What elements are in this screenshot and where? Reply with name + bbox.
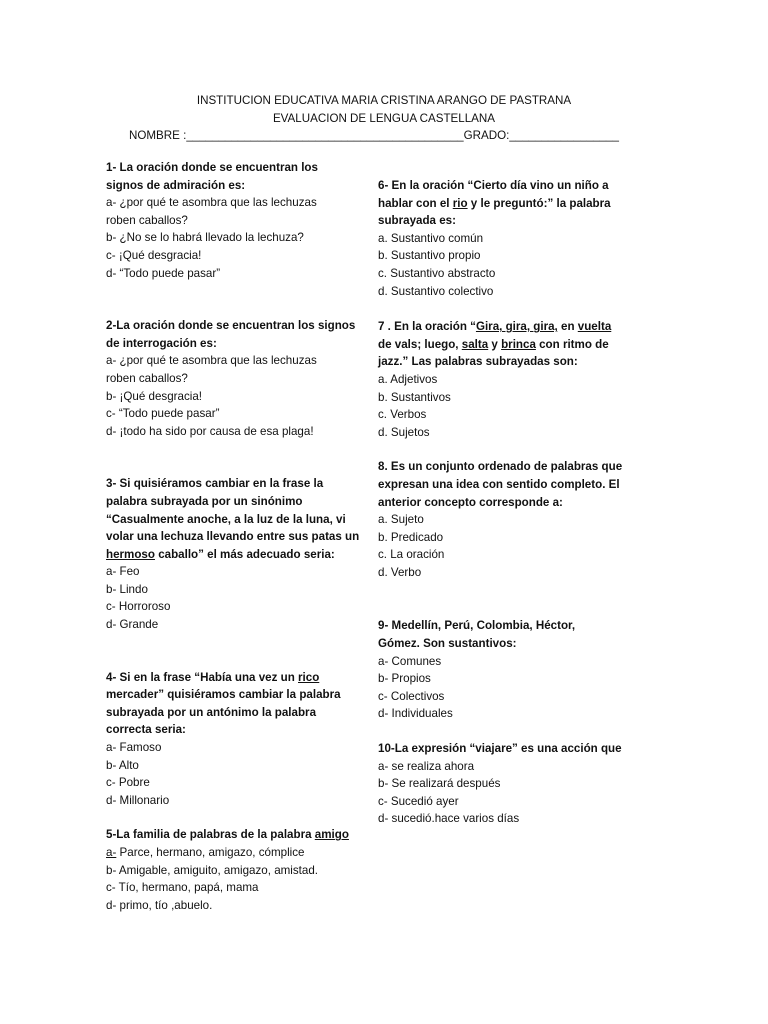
answer-option: [106, 844, 391, 862]
question-stem-line: [378, 318, 663, 336]
question-stem-line: 10-La expresión “viajare” es una acción que: [378, 742, 622, 756]
answer-option: b- Propios: [378, 672, 431, 686]
answer-option: b. Sustantivo propio: [378, 249, 481, 263]
stem-text: 7 . En la oración “: [378, 320, 476, 334]
underlined-word: rio: [452, 196, 468, 210]
question-1: [106, 159, 391, 282]
answer-option: a- se realiza ahora: [378, 759, 475, 773]
stem-text: de vals; luego,: [378, 337, 462, 351]
question-stem-line: [106, 826, 391, 844]
question-stem-line: 8. Es un conjunto ordenado de palabras que: [378, 460, 623, 474]
answer-option: b- Alto: [106, 758, 139, 772]
question-stem-line: [106, 546, 391, 564]
question-2: [106, 317, 391, 440]
answer-option: c- Tío, hermano, papá, mama: [106, 881, 259, 895]
question-9: [378, 617, 663, 723]
answer-option: d- ¡todo ha sido por causa de esa plaga!: [106, 424, 314, 438]
question-stem-line: subrayada es:: [378, 214, 456, 228]
question-stem-line: 1- La oración donde se encuentran los: [106, 161, 318, 174]
answer-option: roben caballos?: [106, 371, 188, 385]
answer-option: c. La oración: [378, 548, 445, 562]
question-stem-line: [378, 336, 663, 354]
answer-option: a. Sustantivo común: [378, 231, 484, 245]
stem-text: hablar con el: [378, 196, 453, 210]
answer-option: a- Famoso: [106, 741, 162, 755]
answer-option: d. Sustantivo colectivo: [378, 284, 494, 298]
underlined-word: Gira, gira, gira,: [475, 320, 558, 334]
stem-text: en: [557, 320, 578, 334]
underlined-word: brinca: [501, 337, 536, 351]
underlined-letter: a-: [106, 846, 117, 859]
question-stem-line: 2-La oración donde se encuentran los signos: [106, 319, 356, 333]
answer-option: b- Se realizará después: [378, 777, 501, 791]
question-stem-line: volar una lechuza llevando entre sus patas un: [106, 530, 360, 544]
stem-text: 5-La familia de palabras de la palabra: [106, 828, 315, 842]
answer-option: roben caballos?: [106, 213, 188, 227]
question-stem-line: 6- En la oración “Cierto día vino un niño a: [378, 179, 609, 192]
question-stem-line: mercader” quisiéramos cambiar la palabra: [106, 688, 341, 702]
question-stem-line: 9- Medellín, Perú, Colombia, Héctor,: [378, 619, 576, 633]
answer-option: d- sucedió.hace varios días: [378, 812, 520, 826]
stem-text: caballo” el más adecuado seria:: [154, 547, 335, 561]
answer-option: a- Comunes: [378, 654, 442, 668]
left-column: [106, 159, 391, 914]
question-6: [378, 177, 663, 300]
name-grade-line: NOMBRE :___________________________________________GRADO:_________________: [129, 129, 619, 143]
answer-option: a. Adjetivos: [378, 372, 438, 386]
question-3: [106, 475, 391, 633]
question-stem-line: anterior concepto corresponde a:: [378, 495, 563, 509]
answer-option: c. Verbos: [378, 408, 427, 422]
answer-option: d- Grande: [106, 618, 159, 632]
question-stem-line: correcta seria:: [106, 723, 186, 737]
question-stem-line: subrayada por un antónimo la palabra: [106, 705, 317, 719]
answer-option: d. Verbo: [378, 565, 422, 579]
question-8: [378, 458, 663, 581]
answer-option: c- Pobre: [106, 776, 150, 790]
answer-option: c. Sustantivo abstracto: [378, 266, 496, 280]
question-stem-line: palabra subrayada por un sinónimo: [106, 494, 303, 508]
answer-option: c- ¡Qué desgracia!: [106, 248, 202, 262]
answer-option: d- primo, tío ,abuelo.: [106, 898, 213, 912]
question-stem-line: signos de admiración es:: [106, 178, 246, 192]
question-stem-line: expresan una idea con sentido completo. El: [378, 477, 620, 491]
answer-option: b. Predicado: [378, 530, 444, 544]
answer-option: a. Sujeto: [378, 513, 424, 527]
answer-option: c- Horroroso: [106, 600, 171, 614]
underlined-word: salta: [461, 337, 489, 351]
stem-text: 4- Si en la frase “Había una vez un: [106, 670, 299, 684]
exam-title: EVALUACION DE LENGUA CASTELLANA: [272, 111, 496, 125]
question-stem-line: 3- Si quisiéramos cambiar en la frase la: [106, 477, 324, 491]
question-stem-line: jazz.” Las palabras subrayadas son:: [378, 355, 578, 369]
answer-option: b- ¡Qué desgracia!: [106, 389, 203, 403]
underlined-word: vuelta: [577, 320, 612, 334]
question-5: [106, 826, 391, 914]
answer-option: c- “Todo puede pasar”: [106, 407, 220, 421]
question-stem-line: Gómez. Son sustantivos:: [378, 637, 517, 651]
underlined-word: rico: [298, 670, 320, 684]
underlined-word: amigo: [314, 828, 349, 842]
answer-option: d- Individuales: [378, 707, 453, 721]
underlined-word: hermoso: [106, 547, 155, 561]
stem-text: y le preguntó:” la palabra: [467, 196, 611, 210]
document-header: [0, 92, 768, 145]
question-stem-line: [378, 195, 663, 213]
question-stem-line: de interrogación es:: [106, 336, 217, 350]
stem-text: con ritmo de: [535, 337, 609, 351]
answer-option: d. Sujetos: [378, 425, 430, 439]
question-stem-line: [106, 669, 391, 687]
answer-option: a- ¿por qué te asombra que las lechuzas: [106, 196, 317, 210]
answer-option: b- ¿No se lo habrá llevado la lechuza?: [106, 231, 304, 245]
question-10: [378, 740, 663, 828]
answer-option: a- ¿por qué te asombra que las lechuzas: [106, 354, 317, 368]
answer-option: c- Colectivos: [378, 689, 445, 703]
answer-option: c- Sucedió ayer: [378, 794, 459, 808]
option-text: Parce, hermano, amigazo, cómplice: [116, 846, 305, 859]
right-column: [378, 177, 663, 828]
answer-option: a- Feo: [106, 565, 140, 579]
question-4: [106, 669, 391, 810]
school-title: INSTITUCION EDUCATIVA MARIA CRISTINA ARANGO DE PASTRANA: [196, 94, 572, 107]
answer-option: d- Millonario: [106, 793, 170, 807]
stem-text: y: [488, 337, 502, 351]
question-stem-line: “Casualmente anoche, a la luz de la luna, vi: [106, 512, 346, 526]
answer-option: b- Amigable, amiguito, amigazo, amistad.: [106, 863, 319, 877]
answer-option: d- “Todo puede pasar”: [106, 266, 221, 280]
answer-option: b. Sustantivos: [378, 390, 451, 404]
answer-option: b- Lindo: [106, 582, 148, 596]
question-7: [378, 318, 663, 441]
